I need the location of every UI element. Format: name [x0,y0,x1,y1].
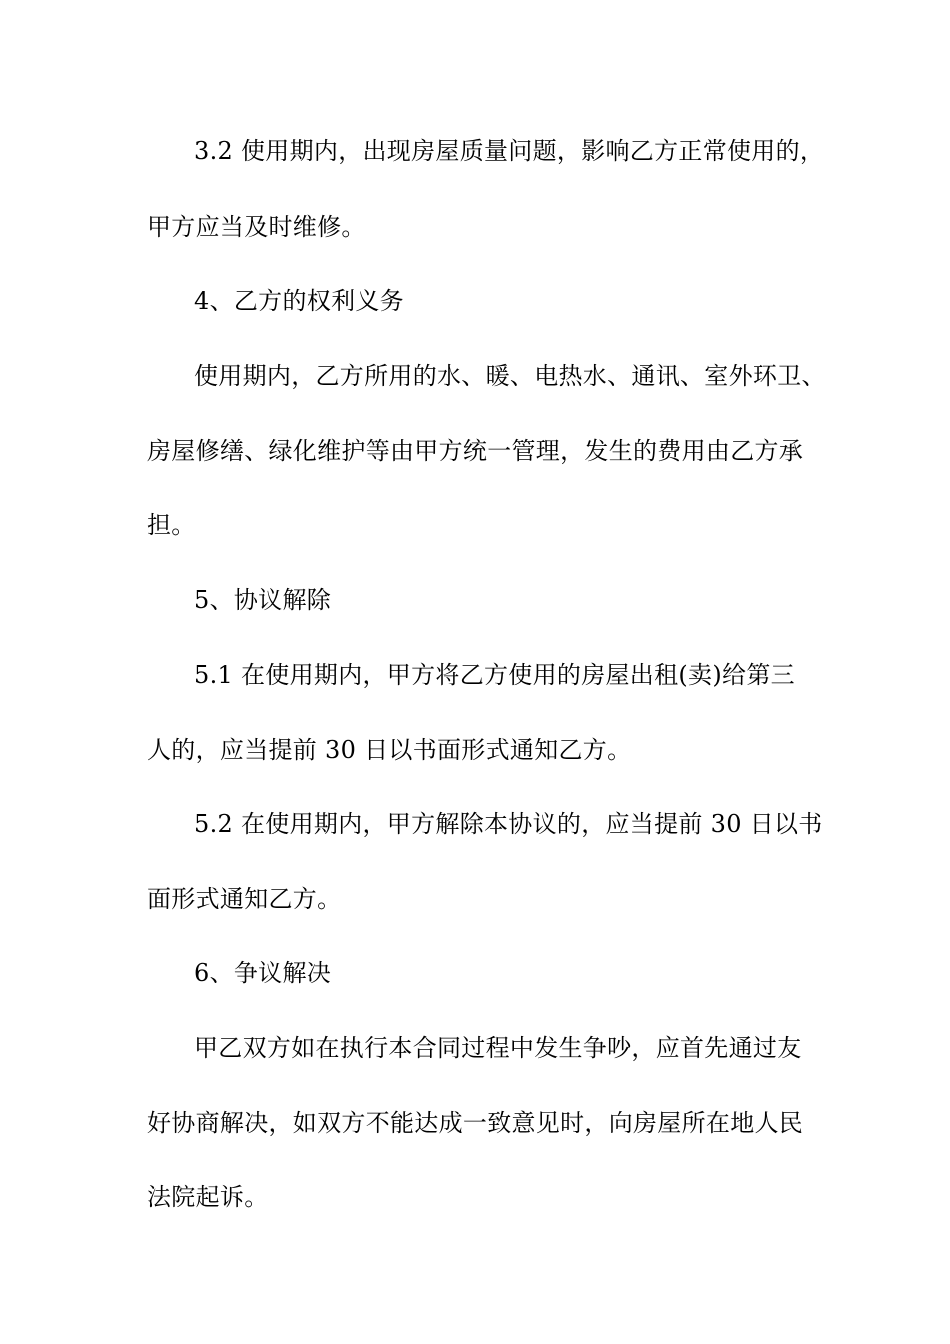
clause-5-1-line-1: 5.1 在使用期内，甲方将乙方使用的房屋出租(卖)给第三 [194,661,795,689]
section-4-heading: 4、乙方的权利义务 [194,287,404,315]
section-6-heading: 6、争议解决 [194,959,332,987]
section-6-paragraph-line-3: 法院起诉。 [147,1183,269,1211]
clause-5-1-line-2: 人的，应当提前 30 日以书面形式通知乙方。 [147,736,632,764]
section-4-paragraph-line-3: 担。 [147,511,196,539]
clause-3-2-line-1: 3.2 使用期内，出现房屋质量问题，影响乙方正常使用的， [194,137,825,165]
clause-5-2-line-1: 5.2 在使用期内，甲方解除本协议的，应当提前 30 日以书 [194,810,823,838]
clause-3-2-line-2: 甲方应当及时维修。 [147,213,366,241]
section-5-heading: 5、协议解除 [194,586,332,614]
section-6-paragraph-line-1: 甲乙双方如在执行本合同过程中发生争吵，应首先通过友 [194,1034,802,1062]
section-4-paragraph-line-1: 使用期内，乙方所用的水、暖、电热水、通讯、室外环卫、 [194,362,826,390]
clause-5-2-line-2: 面形式通知乙方。 [147,885,342,913]
section-6-paragraph-line-2: 好协商解决，如双方不能达成一致意见时，向房屋所在地人民 [147,1109,804,1137]
section-4-paragraph-line-2: 房屋修缮、绿化维护等由甲方统一管理，发生的费用由乙方承 [147,437,804,465]
